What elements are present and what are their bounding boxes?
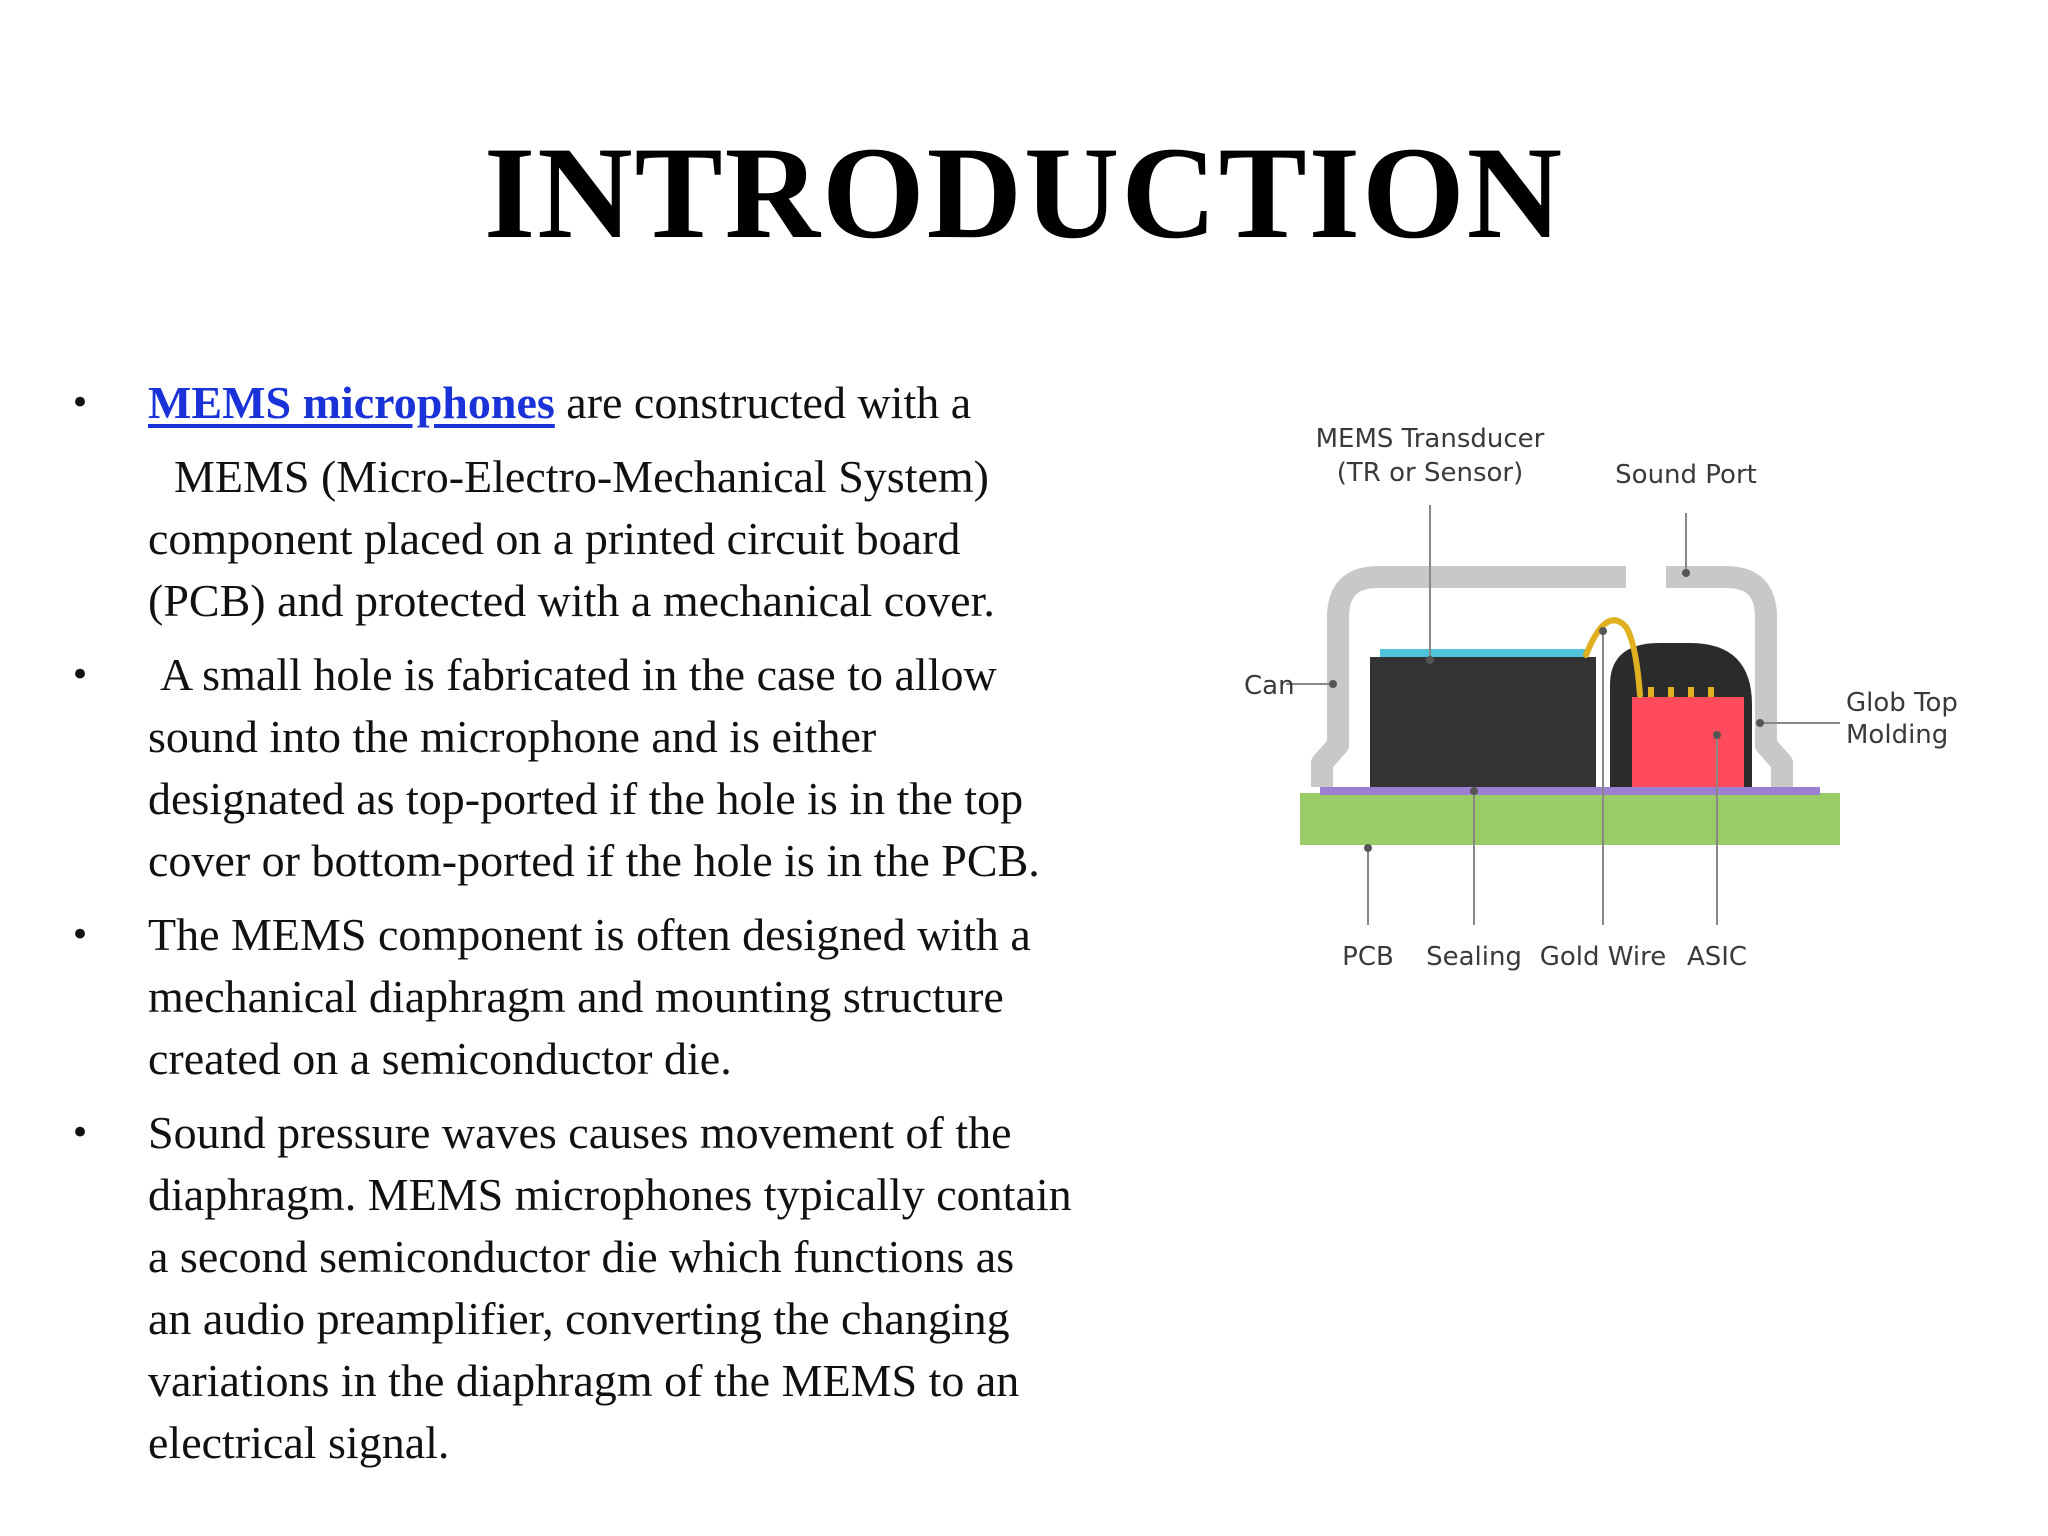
mems-microphones-link[interactable]: MEMS microphones (148, 377, 555, 428)
label-glob-top-2: Molding (1846, 720, 1949, 750)
bullet-4-line-5: variations in the diaphragm of the MEMS to an (148, 1355, 1020, 1406)
label-asic: ASIC (1686, 942, 1748, 972)
bullet-2-line-4: cover or bottom-ported if the hole is in the PCB. (148, 835, 1040, 886)
bullet-icon: • (70, 915, 91, 955)
slide-title: INTRODUCTION (483, 119, 1565, 266)
bullet-list (62, 372, 1182, 1486)
label-pcb: PCB (1342, 942, 1394, 972)
bullet-item-3 (62, 904, 1182, 1090)
label-can: Can (1244, 671, 1295, 701)
dot-glob-top (1756, 719, 1764, 727)
label-sealing: Sealing (1426, 942, 1522, 972)
asic-chip (1632, 697, 1744, 787)
bullet-icon: • (70, 383, 91, 423)
bullet-item-4 (62, 1102, 1182, 1474)
label-transducer-2: (TR or Sensor) (1336, 458, 1524, 488)
mems-transducer-die (1370, 657, 1596, 787)
bullet-4-line-4: an audio preamplifier, converting the changing (148, 1293, 1010, 1344)
bullet-4-line-6: electrical signal. (148, 1417, 450, 1468)
sealing-strip (1320, 787, 1820, 795)
asic-pin (1668, 687, 1674, 697)
bullet-item-1 (62, 372, 1182, 632)
bullet-3-line-1: The MEMS component is often designed with a (148, 909, 1031, 960)
dot-sealing (1470, 787, 1478, 795)
dot-transducer (1426, 656, 1434, 664)
dot-can (1329, 680, 1337, 688)
asic-pin (1708, 687, 1714, 697)
bullet-1-line-1: are constructed with a (554, 377, 972, 428)
bullet-4-line-1: Sound pressure waves causes movement of the (148, 1107, 1012, 1158)
bullet-3-line-3: created on a semiconductor die. (148, 1033, 732, 1084)
mems-microphone-diagram (1220, 405, 1960, 995)
bullet-icon: • (70, 1113, 91, 1153)
bullet-item-2 (62, 644, 1182, 892)
bullet-4-line-3: a second semiconductor die which functions as (148, 1231, 1015, 1282)
dot-pcb (1364, 844, 1372, 852)
bullet-2-line-2: sound into the microphone and is either (148, 711, 877, 762)
pcb-board (1300, 793, 1840, 845)
bullet-1-line-3: component placed on a printed circuit board (148, 513, 961, 564)
bullet-icon: • (70, 655, 91, 695)
asic-pin (1688, 687, 1694, 697)
bullet-3-line-2: mechanical diaphragm and mounting structure (148, 971, 1004, 1022)
bullet-4-line-2: diaphragm. MEMS microphones typically contain (148, 1169, 1072, 1220)
bullet-1-line-4: (PCB) and protected with a mechanical cover. (148, 575, 995, 626)
label-sound-port: Sound Port (1615, 460, 1757, 490)
bullet-2-line-1: A small hole is fabricated in the case to allow (160, 649, 997, 700)
transducer-membrane (1380, 649, 1586, 657)
bullet-2-line-3: designated as top-ported if the hole is in the top (148, 773, 1024, 824)
dot-gold-wire (1599, 627, 1607, 635)
label-gold-wire: Gold Wire (1539, 942, 1667, 972)
bullet-1-line-2: MEMS (Micro-Electro-Mechanical System) (174, 451, 989, 502)
asic-pin (1648, 687, 1654, 697)
label-transducer-1: MEMS Transducer (1315, 424, 1545, 454)
label-glob-top-1: Glob Top (1846, 688, 1958, 718)
dot-sound-port (1682, 569, 1690, 577)
dot-asic (1713, 731, 1721, 739)
